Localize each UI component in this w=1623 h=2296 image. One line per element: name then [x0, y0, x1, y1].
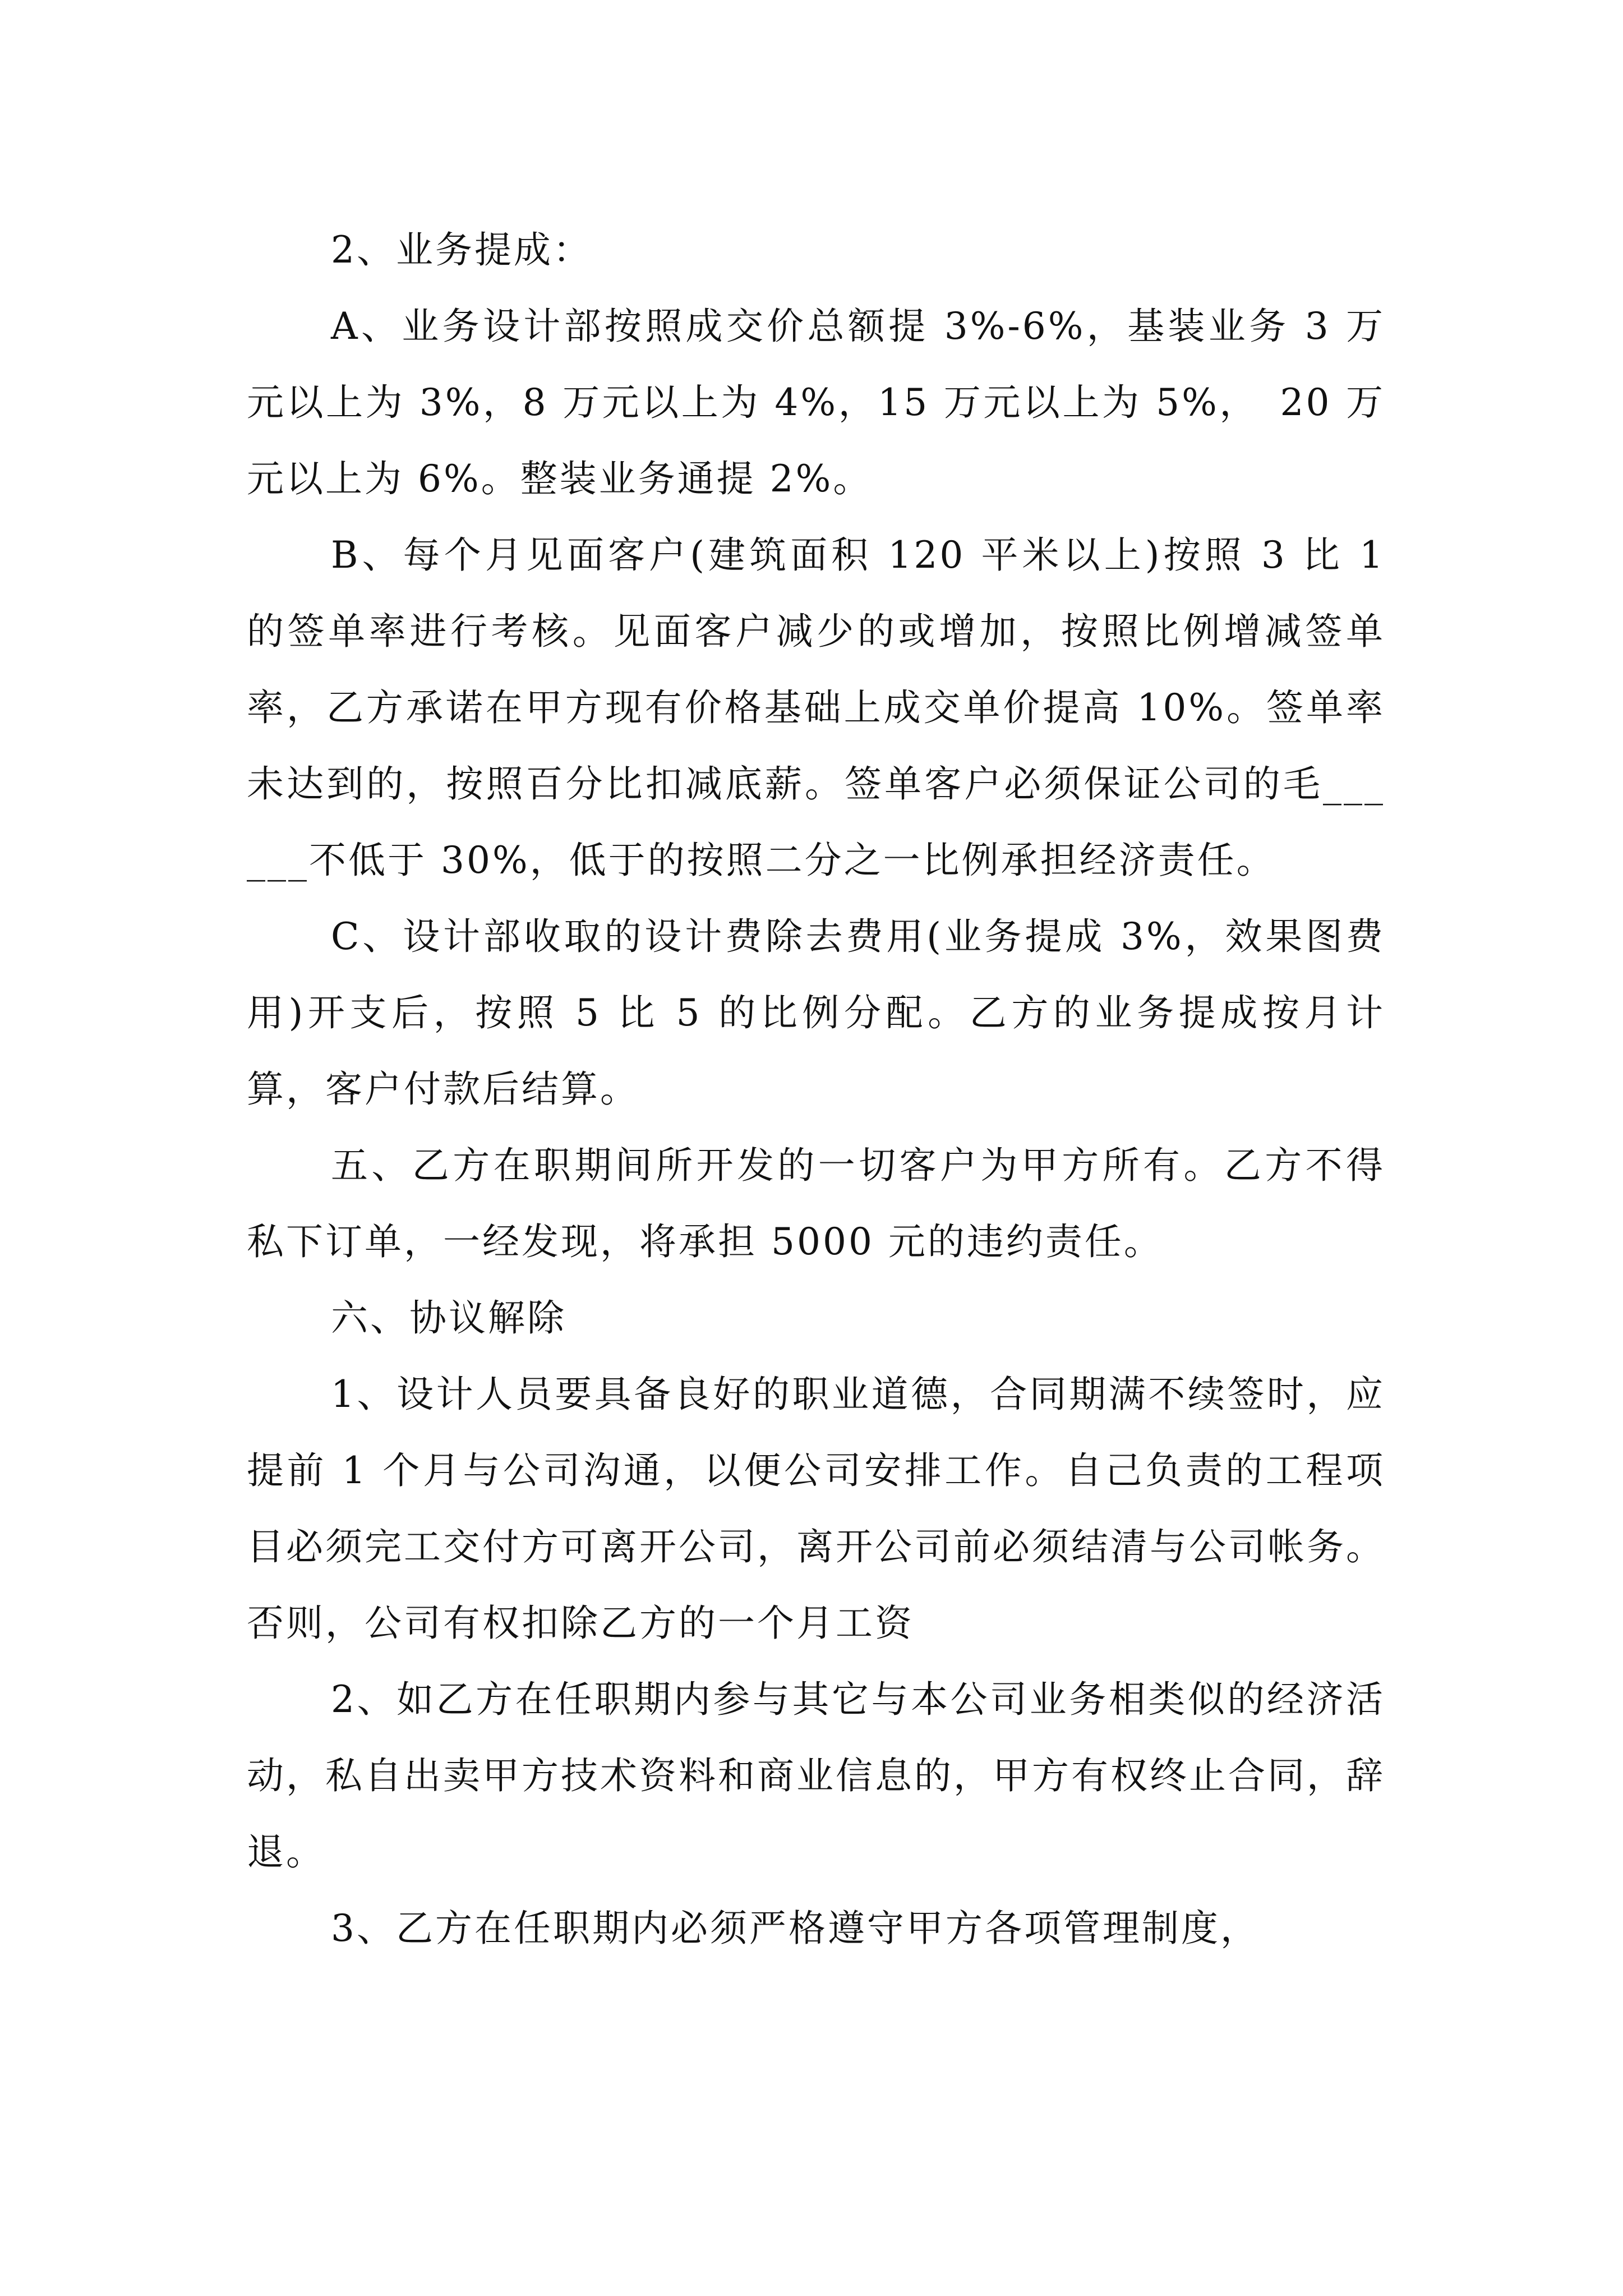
paragraph-commission-c: C、设计部收取的设计费除去费用(业务提成 3%，效果图费用)开支后，按照 5 比 5 的比例分配。乙方的业务提成按月计算，客户付款后结算。 — [247, 915, 1385, 1111]
paragraph-section-five: 五、乙方在职期间所开发的一切客户为甲方所有。乙方不得私下订单，一经发现，将承担 5000 元的违约责任。 — [247, 1144, 1385, 1263]
paragraph-termination-2: 2、如乙方在任职期内参与其它与本公司业务相类似的经济活动，私自出卖甲方技术资料和商业信息的，甲方有权终止合同，辞退。 — [247, 1678, 1385, 1874]
paragraph-commission-a: A、业务设计部按照成交价总额提 3%-6%，基装业务 3 万元以上为 3%，8 万元以上为 4%，15 万元以上为 5%， 20 万元以上为 6%。整装业务通提 2%。 — [247, 305, 1385, 500]
paragraph-termination-1: 1、设计人员要具备良好的职业道德，合同期满不续签时，应提前 1 个月与公司沟通，以便公司安排工作。自己负责的工程项目必须完工交付方可离开公司，离开公司前必须结清与公司帐务。否则，公司有权扣除乙方的一个月工资 — [247, 1373, 1385, 1645]
paragraph-commission-heading: 2、业务提成： — [331, 228, 592, 272]
paragraph-termination-3: 3、乙方在任职期内必须严格遵守甲方各项管理制度， — [331, 1907, 1260, 1950]
document-body — [247, 212, 1385, 1967]
paragraph-commission-b: B、每个月见面客户(建筑面积 120 平米以上)按照 3 比 1 的签单率进行考核。见面客户减少的或增加，按照比例增减签单率，乙方承诺在甲方现有价格基础上成交单价提高 10%。签单率未达到的，按照百分比扣减底薪。签单客户必须保证公司的毛______不低于 30%，低于的按照二分之一比例承担经济责任。 — [247, 533, 1385, 882]
paragraph-section-six-heading: 六、协议解除 — [331, 1296, 566, 1340]
